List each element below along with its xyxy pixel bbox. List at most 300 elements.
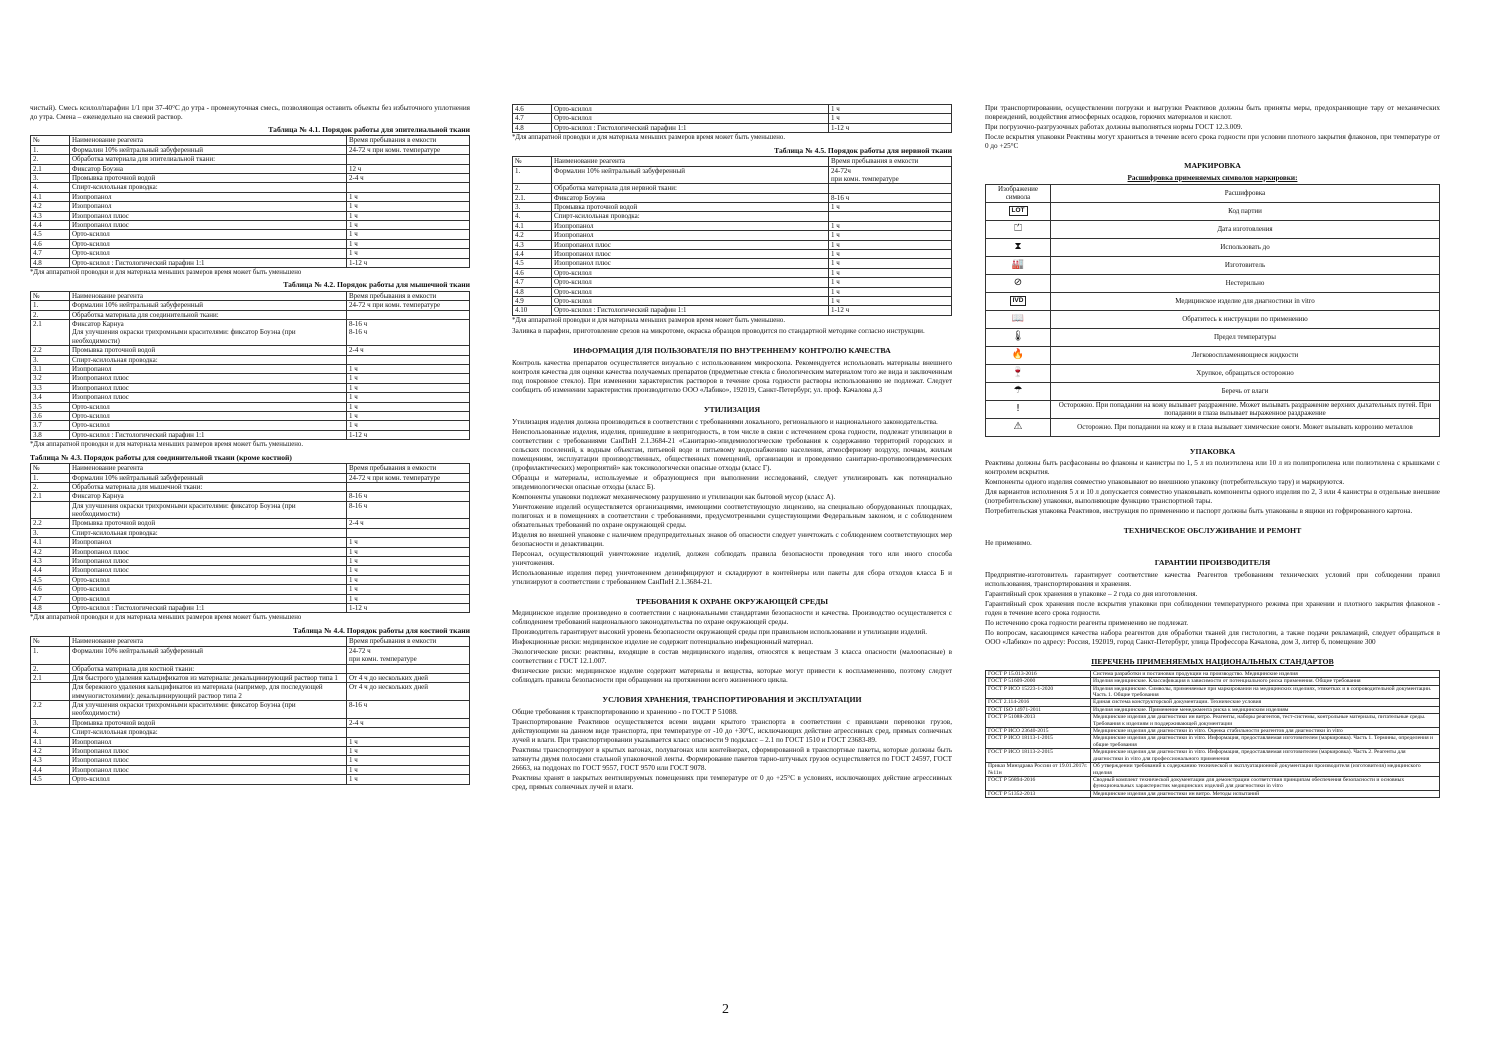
symbol-row [986,292,1440,310]
table-cell: 1 ч [347,383,470,392]
table-cell: Орто-ксилол [70,239,347,248]
standard-row [986,728,1440,735]
table-cell: 1 ч [347,566,470,575]
table-row [31,346,470,355]
symbol-cell [986,238,1051,256]
paragraph: По истечению срока годности реагенты применению не подлежат. [985,618,1189,627]
table-row [31,683,470,701]
table-header-cell: Время пребывания в емкости [347,637,470,646]
table-cell: 2-4 ч [347,519,470,528]
table-cell: Изопропанол плюс [70,765,347,774]
table-cell: Изопропанол плюс [70,747,347,756]
symbol-cell [986,274,1051,292]
symbol-row [986,310,1440,328]
table-cell: Формалин 10% нейтральный забуференный [70,473,347,482]
table-row [31,393,470,402]
table-cell: 3.1 [31,365,70,374]
table-cell: 2-4 ч [347,174,470,183]
column-right [985,104,1440,798]
table-row [31,575,470,584]
symbol-row [986,418,1440,436]
table-cell: 3.2 [31,374,70,383]
service-heading: ТЕХНИЧЕСКОЕ ОБСЛУЖИВАНИЕ И РЕМОНТ [1123,526,1302,536]
table-cell: Спирт-ксилольная проводка: [70,528,347,537]
table-cell: От 4 ч до нескольких дней [347,683,470,701]
table-cell: Спирт-ксилольная проводка: [552,212,829,221]
table-cell: 4.5 [31,775,70,784]
table-row [31,718,470,727]
paragraph: Инфекционные риски: медицинское изделие не содержит потенциально инфекционный материал. [512,638,813,647]
table-cell: 4.5 [31,575,70,584]
table-cell: 4. [31,728,70,737]
paragraph: Изделия во внешней упаковке с наличием предупредительных знаков об опасности следует уничтожать с соблюдением соответствующих мер безопасности и дезактивации. [512,530,952,548]
table-cell: 4.4 [31,221,70,230]
table-cell [347,155,470,164]
table-cell: 1 ч [347,557,470,566]
table-cell: 1 ч [829,259,952,268]
symbol-meaning: Легковоспламеняющиеся жидкости [1051,346,1440,364]
table-row [31,383,470,392]
table-cell: Для быстрого удаления кальцификатов из материала: декальцинирующий раствор типа 1 [70,673,347,682]
table-cell: 4.2 [31,547,70,556]
table-cell: 2-4 ч [347,718,470,727]
table-cell: Изопропанол плюс [70,756,347,765]
table-cell: 1-12 ч [347,258,470,267]
table-cell: Для бережного удаления кальцификатов из материала (например, для последующей иммуногистохимии): декальцинирующий раствор типа 2 [70,683,347,701]
table-header-cell: Время пребывания в емкости [347,291,470,300]
standard-code: ГОСТ ISO 14971-2011 [986,706,1091,713]
paragraph: Персонал, осуществляющий уничтожение изделий, должен соблюдать правила безопасности проведения того или иного способа уничтожения. [512,549,952,567]
table-cell: 2.1. [513,193,552,202]
table-4-5 [512,156,952,316]
marking-symbol-icon: ☂ [1013,385,1023,397]
table-cell: Изопропанол плюс [552,250,829,259]
table-4-2-title: Таблица № 4.2. Порядок работы для мышечной ткани [283,280,470,290]
transport-text [985,104,1440,151]
table-cell: Орто-ксилол [552,287,829,296]
table-cell: 1. [31,145,70,154]
standard-title: Медицинские изделия для диагностики ин витро. Реагенты, наборы реагентов, тест-системы, контрольные материалы, питательные среды. Требования к изделиям и поддерживающей документации [1091,714,1440,728]
table-row [31,482,470,491]
symbols-table [985,184,1440,437]
paragraph: Компоненты упаковки подлежат механическому разрушению и утилизации как бытовой мусор (класс А). [512,492,836,501]
symbol-cell [986,292,1051,310]
table-row [513,184,952,193]
table-row [31,701,470,719]
table-row [31,412,470,421]
paragraph: При транспортировании, осуществлении погрузки и выгрузки Реактивов должны быть приняты меры, предохраняющие тару от механических повреждений, воздействия атмосферных осадков, горючих материалов и кислот. [985,104,1440,121]
table-cell: 4.3 [31,211,70,220]
standard-row [986,714,1440,728]
table-row [31,183,470,192]
table-cell: 4.8 [31,258,70,267]
table-row [513,231,952,240]
guarantee-heading: ГАРАНТИИ ПРОИЗВОДИТЕЛЯ [1154,558,1271,568]
utilization-text [512,418,952,587]
table-row [31,728,470,737]
table-cell: 4. [513,212,552,221]
table-cell: Обработка материала для костной ткани: [70,664,347,673]
standard-title: Изделия медицинские. Символы, применяемые при маркировании на медицинских изделиях, этикетках и в сопроводительной документации. Часть 1. Общие требования [1091,685,1440,699]
symbol-meaning: Использовать до [1051,238,1440,256]
table-cell: Орто-ксилол [552,105,829,114]
table-cell [829,184,952,193]
paragraph: Гарантийный срок хранения после вскрытия упаковки при соблюдении температурного режима при хранении и плотного закрытия флаконов - годен в течение всего срока годности. [985,599,1440,617]
intro-text: чистый). Смесь ксилол/парафин 1/1 при 37-40°С до утра - промежуточная смесь, позволяющая оставить объекты без избыточного уплотнения до утра. Смена – еженедельно на свежий раствор. [30,104,470,121]
table-row [31,164,470,173]
table-cell: Обработка материала для нервной ткани: [552,184,829,193]
table-row [31,301,470,310]
table-cell: 1. [31,646,70,664]
table-cell: 4.7 [31,249,70,258]
table-cell: 1 ч [347,249,470,258]
table-cell: Промывка проточной водой [70,718,347,727]
table-row [31,604,470,613]
standard-code: ГОСТ 2.114-2016 [986,699,1091,706]
table-row [513,287,952,296]
table-cell: 4.6 [513,105,552,114]
standard-code: ГОСТ Р 51609-2000 [986,678,1091,685]
table-row [31,310,470,319]
paragraph: Утилизация изделия должна производиться в соответствии с требованиями локального, регионального и национального законодательства. [512,417,938,426]
table-cell: 24-72ч при комн. температуре [829,166,952,184]
table-row [31,145,470,154]
table-cell: 1 ч [347,765,470,774]
quality-text: Контроль качества препаратов осуществляется визуально с использованием микроскопа. Рекомендуется использовать материалы внешнего контроля качества для оценки качества получаемых препаратов (предметные стекла с биологическим материалом того же вида и заключенным под покровное стекло). При изменении характеристик растворов в течение срока годности растворы использованию не подлежат. Следует сообщить об изменении характеристик производителю ООО «Лабико», 192019, Санкт-Петербург, ул. проф. Качалова д.3 [512,359,952,394]
symbol-cell [986,256,1051,274]
symbol-cell [986,310,1051,328]
table-cell: 1 ч [829,297,952,306]
table-cell: Формалин 10% нейтральный забуференный [552,166,829,184]
standard-title: Медицинские изделия для диагностики in vitro. Оценка стабильности реагентов для диагностики in vitro [1091,728,1440,735]
paragraph: Гарантийный срок хранения в упаковке – 2 года со дня изготовления. [985,589,1198,598]
marking-symbol-icon: ⧗ [1014,241,1022,253]
table-4-2 [30,291,470,440]
table-cell: Орто-ксилол [552,114,829,123]
table-cell: Изопропанол [70,737,347,746]
table-cell [347,183,470,192]
symbol-cell [986,382,1051,400]
table-cell: 1 ч [829,203,952,212]
symbol-row [986,328,1440,346]
symbol-row [986,256,1440,274]
table-cell: 4.1 [513,221,552,230]
table-header-row [31,464,470,473]
symbol-row [986,220,1440,238]
symbol-cell [986,220,1051,238]
symbol-meaning: Изготовитель [1051,256,1440,274]
table-cell: От 4 ч до нескольких дней [347,673,470,682]
table-cell: 3.5 [31,402,70,411]
table-row [31,501,470,519]
table-cell: Спирт-ксилольная проводка: [70,183,347,192]
storage-heading: УСЛОВИЯ ХРАНЕНИЯ, ТРАНСПОРТИРОВАНИЯ И ЭКСПЛУАТАЦИИ [602,695,862,705]
table-row [31,421,470,430]
paragraph: Физические риски: медицинское изделие содержит материалы и вещества, которые могут привести к воспламенению, поэтому следует соблюдать правила безопасности при обращении на протяжении всего жизненного цикла. [512,667,952,685]
symbol-meaning: Дата изготовления [1051,220,1440,238]
table-cell: 1 ч [347,393,470,402]
table-cell: 24-72 ч при комн. температуре [347,145,470,154]
table-cell: Орто-ксилол [552,268,829,277]
table-cell: Обработка материала для мышечной ткани: [70,482,347,491]
standard-row [986,685,1440,699]
table-cell: 1-12 ч [347,430,470,439]
table-cell: Фиксатор Боуэна [552,193,829,202]
table-row [513,193,952,202]
table-cell [347,664,470,673]
standard-code: ГОСТ Р ИСО 23640-2015 [986,728,1091,735]
table-cell: 2.1 [31,320,70,346]
table-cell: 1 ч [829,268,952,277]
table-cell: 1 ч [829,114,952,123]
table-cell: 1 ч [829,287,952,296]
marking-symbol-icon: ⏍ [1014,223,1022,235]
table-cell: Изопропанол [70,538,347,547]
standard-row [986,777,1440,791]
standard-title: Медицинские изделия для диагностики in vitro. Информация, предоставляемая изготовителем (маркировка). Часть 2. Реагенты для диагностики in vitro для профессионального применения [1091,749,1440,763]
table-cell: Орто-ксилол : Гистологический парафин 1:1 [70,258,347,267]
paragraph: Уничтожение изделий осуществляется организациями, имеющими соответствующую лицензию, на специально оборудованных площадках, полигонах и в помещениях в соответствии с требованиями, предусмотренными существующими Федеральным законом, и с соблюдением обязательных требований по охране окружающей среды. [512,502,952,529]
table-cell: Орто-ксилол [70,421,347,430]
table-cell: 1 ч [829,221,952,230]
table-row [31,192,470,201]
standard-title: Изделия медицинские. Классификация в зависимости от потенциального риска применения. Общие требования [1091,678,1440,685]
table-row [31,765,470,774]
column-middle [512,104,952,793]
table-cell: 2.1 [31,164,70,173]
table-cell: 2.1 [31,492,70,501]
table-cell: 4.8 [513,123,552,132]
table-row [513,306,952,315]
table-row [31,646,470,664]
table-cell: 2. [31,155,70,164]
table-row [31,528,470,537]
table-cell: Изопропанол [70,365,347,374]
table-cell: 1 ч [347,402,470,411]
marking-symbol-icon: IVD [1010,296,1027,306]
paragraph: Производитель гарантирует высокий уровень безопасности окружающей среды при правильном использовании и утилизации изделий. [512,628,928,637]
table-cell: 3.8 [31,430,70,439]
table-cell: Изопропанол плюс [70,221,347,230]
table-cell [347,728,470,737]
marking-symbol-icon: 📖 [1011,313,1025,325]
table-cell: Изопропанол плюс [70,383,347,392]
paragraph: Экологические риски: реактивы, входящие в состав медицинского изделия, относятся к веществам 3 класса опасности (малоопасные) в соответствии с ГОСТ 12.1.007. [512,648,952,666]
marking-subheading: Расшифровка применяемых символов маркировки: [1127,173,1298,182]
table-header-cell: Время пребывания в емкости [829,157,952,166]
standard-title: Об утверждении требований к содержанию технической и эксплуатационной документации производителя (изготовителя) медицинского изделия [1091,763,1440,777]
table-cell [347,355,470,364]
paragraph: Для вариантов исполнения 5 л и 10 л допускается совместно упаковывать компоненты одного изделия по 2, 3 или 4 канистры в отдельные внешние (потребительские) упаковки, выполняющие функцию транспортной тары. [985,488,1440,506]
table-cell: 2. [513,184,552,193]
table-row [31,374,470,383]
table-cell: 1 ч [347,538,470,547]
table-cell: Спирт-ксилольная проводка: [70,355,347,364]
table-row [513,268,952,277]
table-cell [347,528,470,537]
table-cell: 3. [31,528,70,537]
table-row [31,492,470,501]
table-cell: 4.4 [513,250,552,259]
table-cell: 4.9 [513,297,552,306]
standard-row [986,670,1440,677]
table-cell: Орто-ксилол [70,412,347,421]
table-cell: 8-16 ч [347,701,470,719]
table-row [513,105,952,114]
table-cell: 24-72 ч при комн. температуре [347,301,470,310]
marking-symbol-icon: ! [1015,403,1020,415]
table-4-5-note: *Для аппаратной проводки и для материала меньших размеров время может быть уменьшено. [512,316,786,324]
table-row [31,211,470,220]
table-cell: 4.2 [31,202,70,211]
table-cell: 2. [31,482,70,491]
table-cell: 1 ч [347,374,470,383]
standards-table [985,670,1440,799]
table-cell: Формалин 10% нейтральный забуференный [70,301,347,310]
paragraph: Реактивы транспортируют в крытых вагонах, полувагонах или контейнерах, сформированной в транспортные пакеты, которые должны быть затянуты двумя полосами стальной упаковочной ленты. Формирование пакетов тарно-штучных грузов осуществляется по ГОСТ 24597, ГОСТ 26663, на поддонах по ГОСТ 9557, ГОСТ 9570 или ГОСТ 9078. [512,746,952,773]
table-row [31,355,470,364]
paragraph: Предприятие-изготовитель гарантирует соответствие качества Реагентов требованиям технических условий при соблюдении правил использования, транспортирования и хранения. [985,570,1440,588]
table-header-cell: № [31,464,70,473]
table-4-4-note: *Для аппаратной проводки и для материала меньших размеров время может быть уменьшено. [512,134,786,142]
standard-title: Единая система конструкторской документации. Технические условия [1091,699,1440,706]
table-header-row [31,136,470,145]
table-cell: Промывка проточной водой [70,346,347,355]
standard-title: Медицинские изделия для диагностики ин витро. Методы испытаний [1091,790,1440,797]
table-header-row [31,637,470,646]
table-cell: Для улучшения окраски трихромными красителями: фиксатор Боуэна (при необходимости) [70,701,347,719]
paragraph: Реактивы должны быть расфасованы во флаконы и канистры по 1, 5 л из полиэтилена или 10 л из полипропилена или полиэтилена с крышками с контролем вскрытия. [985,459,1440,477]
table-cell: 4.4 [31,765,70,774]
symbol-cell [986,364,1051,382]
table-cell: Орто-ксилол [70,585,347,594]
standard-code: ГОСТ Р 56894-2016 [986,777,1091,791]
symbol-meaning: Предел температуры [1051,328,1440,346]
table-row [31,756,470,765]
table-row [31,258,470,267]
symbol-row [986,274,1440,292]
standard-code: ГОСТ Р ИСО 18113-1-2015 [986,735,1091,749]
standard-code: ГОСТ Р 15.013-2016 [986,670,1091,677]
standard-title: Система разработки и постановки продукции на производство. Медицинские изделия [1091,670,1440,677]
marking-heading: МАРКИРОВКА [1184,161,1241,170]
marking-symbol-icon: LOT [1009,206,1028,216]
table-cell: 4.6 [31,239,70,248]
table-cell: 24-72 ч при комн. температуре [347,646,470,664]
table-cell: 4.7 [31,594,70,603]
column-left [30,104,470,785]
table-cell: 2-4 ч [347,346,470,355]
table-cell: Изопропанол [552,221,829,230]
symbol-meaning: Код партии [1051,202,1440,220]
table-cell: 1 ч [829,105,952,114]
symbol-meaning: Хрупкое, обращаться осторожно [1051,364,1440,382]
table-cell: 1 ч [347,756,470,765]
environment-heading: ТРЕБОВАНИЯ К ОХРАНЕ ОКРУЖАЮЩЕЙ СРЕДЫ [635,596,829,606]
table-cell: Орто-ксилол : Гистологический парафин 1:1 [552,123,829,132]
symbol-cell [986,346,1051,364]
standard-row [986,699,1440,706]
table-row [513,240,952,249]
table-cell: 4.7 [513,278,552,287]
table-cell: 4.1 [31,192,70,201]
table-cell: 2.2 [31,519,70,528]
table-cell: 1 ч [347,585,470,594]
table-cell: 4.5 [513,259,552,268]
table-row [513,297,952,306]
table-cell: 3. [31,174,70,183]
standard-row [986,706,1440,713]
packaging-heading: УПАКОВКА [1189,446,1236,456]
symbol-row [986,382,1440,400]
table-cell: 4.4 [31,566,70,575]
table-row [31,557,470,566]
table-header-row [31,291,470,300]
paragraph: Использованные изделия перед уничтожением дезинфицируют и складируют в контейнеры или пакеты для сбора отходов класса Б и утилизируют в соответствии с требованием СанПиН 2.1.3684-21. [512,568,952,586]
symbol-row [986,364,1440,382]
table-cell: Обработка материала для соединительной ткани: [70,310,347,319]
paragraph: Образцы и материалы, используемые и образующиеся при выполнении исследований, следует утилизировать как потенциально эпидемиологически опасные отходы (класс Б). [512,473,952,491]
table-row [31,775,470,784]
table-cell: Формалин 10% нейтральный забуференный [70,145,347,154]
table-cell: 3.6 [31,412,70,421]
storage-text [512,708,952,792]
paragraph: Потребительская упаковка Реактивов, инструкция по применению и паспорт должны быть упакованы в ящики из гофрированного картона. [985,507,1413,516]
table-cell: 8-16 ч [829,193,952,202]
table-header-cell: Наименование реагента [70,136,347,145]
table-row [31,566,470,575]
marking-symbol-icon: 🍷 [1011,367,1025,379]
table-header-cell: Наименование реагента [70,464,347,473]
marking-symbol-icon: ⊘ [1013,277,1023,289]
standards-heading: ПЕРЕЧЕНЬ ПРИМЕНЯЕМЫХ НАЦИОНАЛЬНЫХ СТАНДАРТОВ [1091,656,1334,666]
standard-code: Приказ Минздрава России от 19.01.2017г. №11н [986,763,1091,777]
table-cell: Фиксатор Боуэна [70,164,347,173]
packaging-text [985,459,1440,516]
table-cell: Изопропанол плюс [70,547,347,556]
table-4-2-note: *Для аппаратной проводки и для материала меньших размеров время может быть уменьшено. [30,441,304,449]
table-row [513,114,952,123]
table-cell: 2.1 [31,673,70,682]
table-cell: Орто-ксилол [552,278,829,287]
table-row [513,203,952,212]
table-row [31,221,470,230]
table-4-3-title: Таблица № 4.3. Порядок работы для соединительной ткани (кроме костной) [30,452,292,462]
table-cell: 8-16 ч [347,492,470,501]
table-cell: Фиксатор Карнуа Для улучшения окраски трихромными красителями: фиксатор Боуэна (при необходимости) [70,320,347,346]
table-cell: 1 ч [347,747,470,756]
table-cell: 1 ч [829,278,952,287]
symbol-meaning: Осторожно. При попадании на кожу вызывает раздражение. Может вызывать раздражение верхних дыхательных путей. При попадании в глаза вызывает выраженное раздражение [1051,400,1440,418]
table-cell: 1 ч [829,231,952,240]
table-cell: 4.6 [513,268,552,277]
paragraph: Реактивы хранят в закрытых вентилируемых помещениях при температуре от 0 до +25°С в условиях, исключающих действие агрессивных сред, прямых солнечных лучей и влаги. [512,774,952,792]
table-cell: 1 ч [347,547,470,556]
symbol-meaning: Беречь от влаги [1051,382,1440,400]
standard-row [986,749,1440,763]
table-cell: 1 ч [347,192,470,201]
symbol-cell [986,328,1051,346]
standard-row [986,678,1440,685]
symbol-row [986,238,1440,256]
table-4-4-title: Таблица № 4.4. Порядок работы для костной ткани [293,625,470,635]
table-cell: Изопропанол плюс [70,374,347,383]
table-cell: 4.2 [513,231,552,240]
table-cell: 1 ч [347,211,470,220]
table-row [31,365,470,374]
table-cell: 3. [31,718,70,727]
table-header-cell: Наименование реагента [70,637,347,646]
